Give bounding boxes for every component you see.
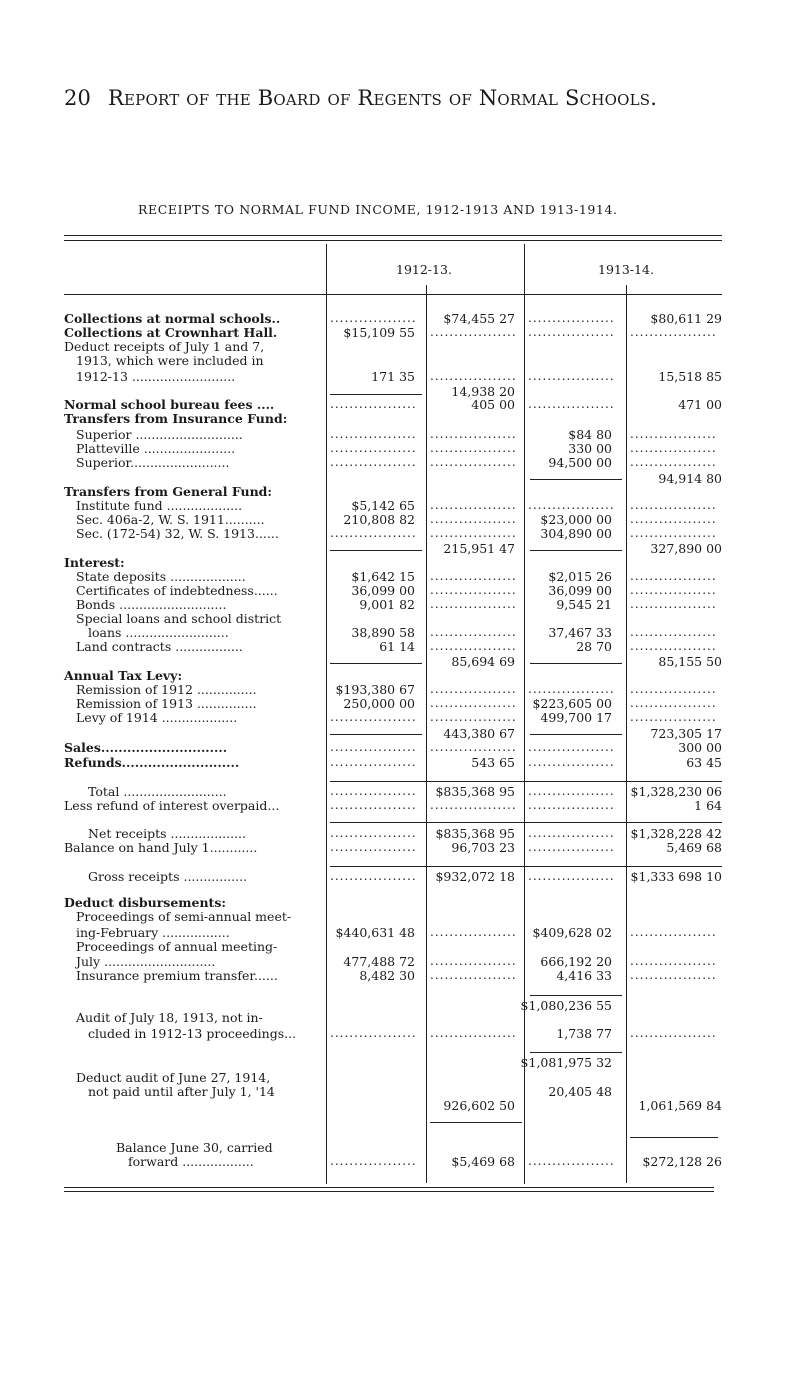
total-rule xyxy=(330,781,722,782)
row-label: Transfers from General Fund: xyxy=(64,484,273,499)
dot-leader xyxy=(430,640,516,653)
row-label: Balance June 30, carried xyxy=(116,1140,273,1155)
cell-value: 85,694 69 xyxy=(451,654,515,669)
cell-value: 96,703 23 xyxy=(451,840,515,855)
dot-leader xyxy=(528,799,614,812)
col-divider-3 xyxy=(524,244,525,1184)
dot-leader xyxy=(630,1027,716,1040)
col-header-1912: 1912-13. xyxy=(396,262,452,277)
dot-leader xyxy=(528,499,614,512)
col-divider-4 xyxy=(626,285,627,1183)
row-label: Annual Tax Levy: xyxy=(64,668,183,683)
dot-leader xyxy=(430,442,516,455)
row-label: Special loans and school district xyxy=(76,611,282,626)
cell-value: $1,081,975 32 xyxy=(520,1055,612,1070)
dot-leader xyxy=(630,711,716,724)
dot-leader xyxy=(430,697,516,710)
dot-leader xyxy=(430,326,516,339)
row-label: 1912-13 .......................... xyxy=(76,369,236,384)
dot-leader xyxy=(330,870,416,883)
dot-leader xyxy=(630,456,716,469)
cell-value: 666,192 20 xyxy=(540,954,612,969)
cell-value: 723,305 17 xyxy=(650,726,722,741)
dot-leader xyxy=(330,741,416,754)
cell-value: 94,500 00 xyxy=(548,455,612,470)
cell-value: 63 45 xyxy=(686,755,722,770)
subtotal-rule xyxy=(530,995,622,996)
dot-leader xyxy=(430,741,516,754)
dot-leader xyxy=(430,711,516,724)
cell-value: $193,380 67 xyxy=(335,682,415,697)
dot-leader xyxy=(528,741,614,754)
dot-leader xyxy=(630,326,716,339)
subtotal-rule xyxy=(530,663,622,664)
dot-leader xyxy=(430,598,516,611)
cell-value: 5,469 68 xyxy=(666,840,722,855)
subtotal-rule xyxy=(330,550,422,551)
dot-leader xyxy=(430,570,516,583)
bottom-rule-2 xyxy=(64,1191,714,1192)
dot-leader xyxy=(330,1155,416,1168)
row-label: Bonds ........................... xyxy=(76,597,227,612)
cell-value: $1,328,230 06 xyxy=(630,784,722,799)
row-label: Gross receipts ................ xyxy=(88,869,248,884)
dot-leader xyxy=(630,640,716,653)
cell-value: $23,000 00 xyxy=(540,512,612,527)
dot-leader xyxy=(430,683,516,696)
bottom-rule xyxy=(64,1187,714,1188)
cell-value: 94,914 80 xyxy=(658,471,722,486)
subtotal-rule xyxy=(630,1137,718,1138)
cell-value: 1,061,569 84 xyxy=(638,1098,722,1113)
cell-value: 38,890 58 xyxy=(351,625,415,640)
cell-value: 499,700 17 xyxy=(540,710,612,725)
dot-leader xyxy=(330,827,416,840)
dot-leader xyxy=(630,926,716,939)
dot-leader xyxy=(430,370,516,383)
dot-leader xyxy=(430,428,516,441)
cell-value: $272,128 26 xyxy=(642,1154,722,1169)
row-label: Superior ........................... xyxy=(76,427,243,442)
dot-leader xyxy=(430,456,516,469)
row-label: Levy of 1914 ................... xyxy=(76,710,238,725)
row-label: Remission of 1913 ............... xyxy=(76,696,257,711)
dot-leader xyxy=(528,785,614,798)
row-label: Deduct disbursements: xyxy=(64,895,226,910)
row-label: Platteville ....................... xyxy=(76,441,236,456)
cell-value: 250,000 00 xyxy=(343,696,415,711)
cell-value: $80,611 29 xyxy=(650,311,722,326)
row-label: Proceedings of annual meeting- xyxy=(76,939,278,954)
dot-leader xyxy=(430,499,516,512)
row-label: loans .......................... xyxy=(88,625,229,640)
row-label: Institute fund ................... xyxy=(76,498,243,513)
cell-value: 215,951 47 xyxy=(443,541,515,556)
cell-value: $1,080,236 55 xyxy=(520,998,612,1013)
cell-value: 85,155 50 xyxy=(658,654,722,669)
row-label: Superior......................... xyxy=(76,455,230,470)
cell-value: $1,642 15 xyxy=(351,569,415,584)
header-bottom-rule xyxy=(64,294,722,295)
cell-value: 8,482 30 xyxy=(359,968,415,983)
cell-value: 477,488 72 xyxy=(343,954,415,969)
row-label: Collections at normal schools.. xyxy=(64,311,281,326)
cell-value: $5,469 68 xyxy=(451,1154,515,1169)
col-header-1913: 1913-14. xyxy=(598,262,654,277)
subtotal-rule xyxy=(330,734,422,735)
dot-leader xyxy=(528,756,614,769)
header-title: Report of the Board of Regents of Normal Schools. xyxy=(108,86,658,110)
cell-value: $440,631 48 xyxy=(335,925,415,940)
row-label: Deduct audit of June 27, 1914, xyxy=(76,1070,271,1085)
dot-leader xyxy=(528,870,614,883)
cell-value: 37,467 33 xyxy=(548,625,612,640)
subtotal-rule xyxy=(430,1122,522,1123)
cell-value: $84 80 xyxy=(568,427,612,442)
dot-leader xyxy=(630,442,716,455)
dot-leader xyxy=(430,584,516,597)
row-label: Balance on hand July 1............ xyxy=(64,840,258,855)
dot-leader xyxy=(528,683,614,696)
cell-value: 20,405 48 xyxy=(548,1084,612,1099)
row-label: State deposits ................... xyxy=(76,569,246,584)
row-label: Sec. 406a-2, W. S. 1911.......... xyxy=(76,512,265,527)
dot-leader xyxy=(430,1027,516,1040)
dot-leader xyxy=(630,955,716,968)
dot-leader xyxy=(430,969,516,982)
row-label: Sales............................. xyxy=(64,740,228,755)
cell-value: $409,628 02 xyxy=(532,925,612,940)
cell-value: 300 00 xyxy=(678,740,722,755)
dot-leader xyxy=(330,428,416,441)
dot-leader xyxy=(330,841,416,854)
dot-leader xyxy=(630,499,716,512)
dot-leader xyxy=(528,312,614,325)
page-number: 20 xyxy=(64,86,92,110)
cell-value: 36,099 00 xyxy=(548,583,612,598)
cell-value: $1,333 698 10 xyxy=(630,869,722,884)
row-label: Proceedings of semi-annual meet- xyxy=(76,909,292,924)
dot-leader xyxy=(630,969,716,982)
row-label: Interest: xyxy=(64,555,125,570)
cell-value: $223,605 00 xyxy=(532,696,612,711)
cell-value: $835,368 95 xyxy=(435,826,515,841)
dot-leader xyxy=(330,312,416,325)
row-label: not paid until after July 1, '14 xyxy=(88,1084,275,1099)
dot-leader xyxy=(630,428,716,441)
dot-leader xyxy=(630,626,716,639)
row-label: Less refund of interest overpaid... xyxy=(64,798,280,813)
row-label: Total .......................... xyxy=(88,784,227,799)
table-title: RECEIPTS TO NORMAL FUND INCOME, 1912-1913 AND 1913-1914. xyxy=(138,202,618,217)
dot-leader xyxy=(630,697,716,710)
dot-leader xyxy=(330,756,416,769)
subtotal-rule xyxy=(330,663,422,664)
col-divider-1 xyxy=(326,244,327,1184)
dot-leader xyxy=(430,926,516,939)
subtotal-rule xyxy=(530,734,622,735)
cell-value: $15,109 55 xyxy=(343,325,415,340)
dot-leader xyxy=(430,626,516,639)
row-label: Land contracts ................. xyxy=(76,639,243,654)
cell-value: 1 64 xyxy=(694,798,722,813)
row-label: Insurance premium transfer...... xyxy=(76,968,278,983)
cell-value: 28 70 xyxy=(576,639,612,654)
cell-value: $1,328,228 42 xyxy=(630,826,722,841)
row-label: ing-February ................. xyxy=(76,925,230,940)
dot-leader xyxy=(330,398,416,411)
dot-leader xyxy=(330,456,416,469)
row-label: 1913, which were included in xyxy=(76,353,264,368)
row-label: Collections at Crownhart Hall. xyxy=(64,325,278,340)
top-rule xyxy=(64,235,722,236)
dot-leader xyxy=(528,370,614,383)
cell-value: 327,890 00 xyxy=(650,541,722,556)
dot-leader xyxy=(330,711,416,724)
dot-leader xyxy=(630,527,716,540)
row-label: Remission of 1912 ............... xyxy=(76,682,257,697)
subtotal-rule xyxy=(330,394,422,395)
row-label: Normal school bureau fees .... xyxy=(64,397,275,412)
cell-value: $74,455 27 xyxy=(443,311,515,326)
subtotal-rule xyxy=(530,479,622,480)
dot-leader xyxy=(528,326,614,339)
cell-value: $932,072 18 xyxy=(435,869,515,884)
dot-leader xyxy=(630,584,716,597)
dot-leader xyxy=(330,442,416,455)
cell-value: 443,380 67 xyxy=(443,726,515,741)
cell-value: 14,938 20 xyxy=(451,384,515,399)
dot-leader xyxy=(330,785,416,798)
cell-value: 543 65 xyxy=(471,755,515,770)
cell-value: 61 14 xyxy=(379,639,415,654)
row-label: Transfers from Insurance Fund: xyxy=(64,411,288,426)
row-label: Deduct receipts of July 1 and 7, xyxy=(64,339,265,354)
cell-value: 1,738 77 xyxy=(556,1026,612,1041)
dot-leader xyxy=(430,799,516,812)
cell-value: 171 35 xyxy=(371,369,415,384)
row-label: Net receipts ................... xyxy=(88,826,247,841)
subtotal-rule xyxy=(530,1052,622,1053)
cell-value: 330 00 xyxy=(568,441,612,456)
dot-leader xyxy=(528,1155,614,1168)
total-rule xyxy=(330,866,722,867)
cell-value: 9,545 21 xyxy=(556,597,612,612)
subtotal-rule xyxy=(530,550,622,551)
cell-value: 471 00 xyxy=(678,397,722,412)
row-label: Certificates of indebtedness...... xyxy=(76,583,278,598)
dot-leader xyxy=(430,513,516,526)
col-divider-2 xyxy=(426,285,427,1183)
cell-value: 304,890 00 xyxy=(540,526,612,541)
dot-leader xyxy=(330,1027,416,1040)
dot-leader xyxy=(528,841,614,854)
dot-leader xyxy=(430,527,516,540)
cell-value: 405 00 xyxy=(471,397,515,412)
row-label: Refunds........................... xyxy=(64,755,240,770)
row-label: cluded in 1912-13 proceedings... xyxy=(88,1026,297,1041)
cell-value: $835,368 95 xyxy=(435,784,515,799)
row-label: forward .................. xyxy=(128,1154,254,1169)
top-rule-2 xyxy=(64,240,722,241)
dot-leader xyxy=(630,598,716,611)
row-label: July ............................ xyxy=(76,954,216,969)
dot-leader xyxy=(630,513,716,526)
cell-value: 4,416 33 xyxy=(556,968,612,983)
dot-leader xyxy=(330,527,416,540)
cell-value: $5,142 65 xyxy=(351,498,415,513)
cell-value: $2,015 26 xyxy=(548,569,612,584)
total-rule xyxy=(330,822,722,823)
cell-value: 9,001 82 xyxy=(359,597,415,612)
cell-value: 36,099 00 xyxy=(351,583,415,598)
cell-value: 15,518 85 xyxy=(658,369,722,384)
row-label: Audit of July 18, 1913, not in- xyxy=(76,1010,263,1025)
row-label: Sec. (172-54) 32, W. S. 1913...... xyxy=(76,526,279,541)
page-header xyxy=(64,86,657,110)
dot-leader xyxy=(528,827,614,840)
dot-leader xyxy=(528,398,614,411)
dot-leader xyxy=(630,683,716,696)
dot-leader xyxy=(330,799,416,812)
dot-leader xyxy=(430,955,516,968)
dot-leader xyxy=(630,570,716,583)
cell-value: 210,808 82 xyxy=(343,512,415,527)
cell-value: 926,602 50 xyxy=(443,1098,515,1113)
